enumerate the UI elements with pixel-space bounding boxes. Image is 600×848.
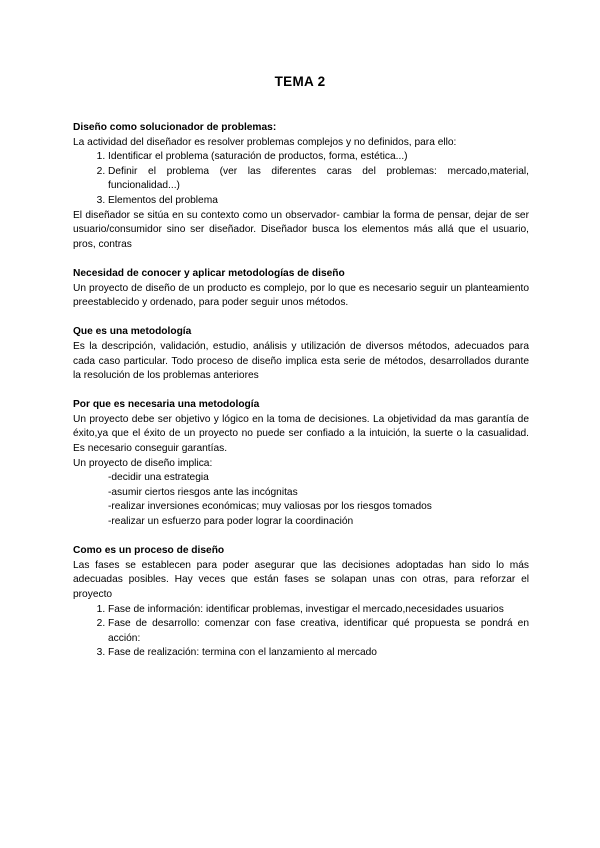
section-body: Las fases se establecen para poder asegurar que las decisiones adoptadas han sido lo más adecuadas posibles. Hay veces que están fases se solapan unas con otras, para reforzar el proyecto	[73, 559, 529, 600]
spacer	[73, 311, 529, 326]
list-item: -realizar un esfuerzo para poder lograr la coordinación	[108, 516, 354, 528]
list-item: -asumir ciertos riesgos ante las incógnitas	[108, 486, 298, 498]
list-item: -decidir una estrategia	[108, 472, 209, 484]
section-heading: Por que es necesaria una metodología	[73, 399, 260, 411]
list-item: 2. Fase de desarrollo: comenzar con fase creativa, identificar qué propuesta se pondrá en acción:	[108, 617, 529, 646]
page-title: TEMA 2	[274, 74, 326, 89]
section-outro: El diseñador se sitúa en su contexto como un observador- cambiar la forma de pensar, dejar de ser usuario/consumidor sino ser diseñador. Diseñador busca los elementos más allá que el usuario, pros, contras	[73, 209, 529, 250]
section-design-process	[73, 544, 529, 661]
document-content	[73, 121, 529, 661]
list-item: 3. Fase de realización: termina con el lanzamiento al mercado	[108, 646, 529, 661]
list-item: -realizar inversiones económicas; muy valiosas por los riesgos tomados	[108, 501, 432, 513]
list-item: 2. Definir el problema (ver las diferentes caras del problemas: mercado,material, funcionalidad...)	[108, 165, 529, 194]
section-body: Es la descripción, validación, estudio, análisis y utilización de diversos métodos, adecuados para cada caso particular. Todo proceso de diseño implica esta serie de métodos, desarrollados durante la resolución de los problemas anteriores	[73, 340, 529, 382]
section-body: Un proyecto debe ser objetivo y lógico en la toma de decisiones. La objetividad da mas garantía de éxito,ya que el éxito de un proyecto no puede ser confiado a la intuición, la suerte o la casualidad. Es necesario conseguir garantías.	[73, 413, 529, 455]
section-what-is-methodology	[73, 325, 529, 383]
section-heading: Diseño como solucionador de problemas:	[73, 122, 277, 133]
numbered-list	[73, 603, 529, 661]
section-intro: Un proyecto de diseño implica:	[73, 457, 213, 469]
section-heading: Como es un proceso de diseño	[73, 545, 225, 557]
dash-list	[73, 471, 529, 529]
section-methodology-need	[73, 267, 529, 311]
list-item: 1. Fase de información: identificar problemas, investigar el mercado,necesidades usuarios	[108, 603, 529, 618]
spacer	[73, 252, 529, 267]
list-item: 1. Identificar el problema (saturación de productos, forma, estética...)	[108, 150, 529, 165]
numbered-list	[73, 150, 529, 208]
section-heading: Necesidad de conocer y aplicar metodologías de diseño	[73, 267, 345, 279]
section-intro: La actividad del diseñador es resolver problemas complejos y no definidos, para ello:	[73, 136, 457, 148]
section-heading: Que es una metodología	[73, 326, 192, 338]
spacer	[73, 530, 529, 545]
spacer	[73, 384, 529, 399]
section-why-methodology	[73, 398, 529, 529]
list-item: 3. Elementos del problema	[108, 194, 529, 209]
section-problem-solver	[73, 121, 529, 252]
section-body: Un proyecto de diseño de un producto es complejo, por lo que es necesario seguir un planteamiento preestablecido y ordenado, para poder seguir unos métodos.	[73, 282, 529, 309]
